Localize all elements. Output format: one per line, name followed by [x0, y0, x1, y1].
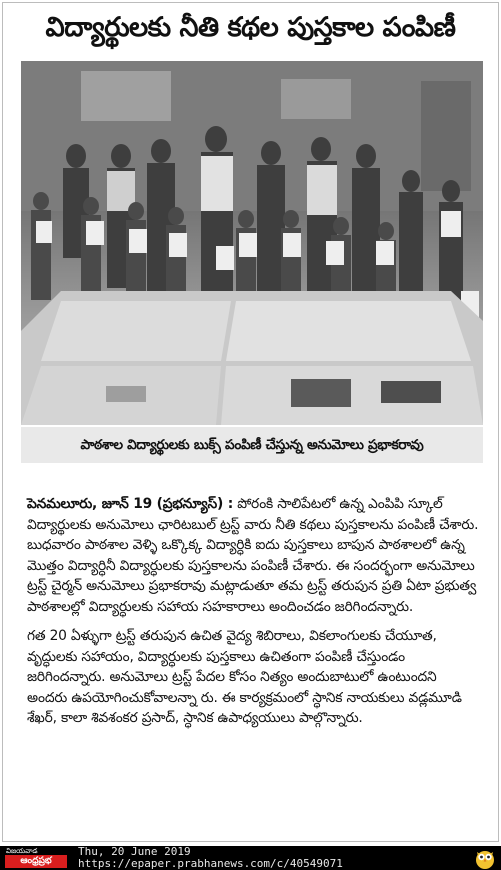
article-headline: విద్యార్థులకు నీతి కథల పుస్తకాల పంపిణీ: [45, 12, 456, 43]
classroom-photo: [21, 61, 483, 425]
footer-date: Thu, 20 June 2019: [78, 845, 191, 858]
publisher-logo[interactable]: [2, 846, 70, 870]
epaper-footer: [0, 846, 501, 870]
article-dateline: పెనమలూరు, జూన్ 19 (ప్రభన్యూస్) :: [27, 496, 234, 512]
logo-edition: విజయవాడ: [6, 847, 38, 855]
owl-icon: [473, 846, 497, 870]
news-article: [2, 2, 499, 842]
logo-brand: ఆంధ్రప్రభ: [5, 855, 67, 868]
article-paragraph: [27, 626, 479, 729]
article-paragraph: [27, 494, 479, 617]
paragraph-text: గత 20 ఏళ్ళుగా ట్రస్ట్ తరుపున ఉచిత వైద్య శిబిరాలు, వికలాంగులకు చేయూత, వృద్ధులకు సహాయం, విద్యార్ధులకు పుస్తకాలు ఉచితంగా పంపిణీ చేస్తుండం జరిగిందన్నారు. అనుమోలు ట్రస్ట్ పేదల కోసం నిత్యం అందుబాటులో ఉంటుందని అందరు ఉపయోగించుకోవాలన్నా రు. ఈ కార్యక్రమంలో స్ధానిక నాయకులు వడ్లమూడి శేఖర్, కాలా శివశంకర ప్రసాద్, స్ధానిక ఉపాధ్యయులు పాల్గొన్నారు.: [27, 628, 462, 726]
article-photo: [21, 61, 483, 425]
footer-url-link[interactable]: https://epaper.prabhanews.com/c/40549071: [78, 857, 343, 870]
photo-caption: పాఠశాల విద్యార్థులకు బుక్స్ పంపిణీ చేస్తున్న అనుమోలు ప్రభాకరావు: [21, 427, 483, 463]
article-body: [27, 494, 479, 729]
paragraph-text: పోరంకి సాలిపేటలో ఉన్న ఎంపిపి స్కూల్ విద్యార్థులకు అనుమోలు ఛారిటబుల్ ట్రస్ట్ వారు నీతి కథలు పుస్తకాలను పంపిణీ చేశారు. బుధవారం పాఠశాల వెళ్ళి ఒక్కొక్క విద్యార్ధికి ఐదు పుస్తకాలు బాపున పాఠశాలలో ఉన్న మొత్తం విద్యార్ధినీ విద్యార్ధులకు పుస్తకాలను పంపిణీ చేశారు. ఈ సందర్భంగా అనుమోలు ట్రస్ట్ చైర్మన్ అనుమోలు ప్రభాకరావు మట్లాడుతూ తమ ట్రస్ట్ తరుపున ప్రతి ఏటా ప్రభుత్వ పాఠశాలల్లో విద్యార్ధులకు సహాయ సహకారాలు అందించడం జరిగిందన్నారు.: [27, 496, 479, 615]
